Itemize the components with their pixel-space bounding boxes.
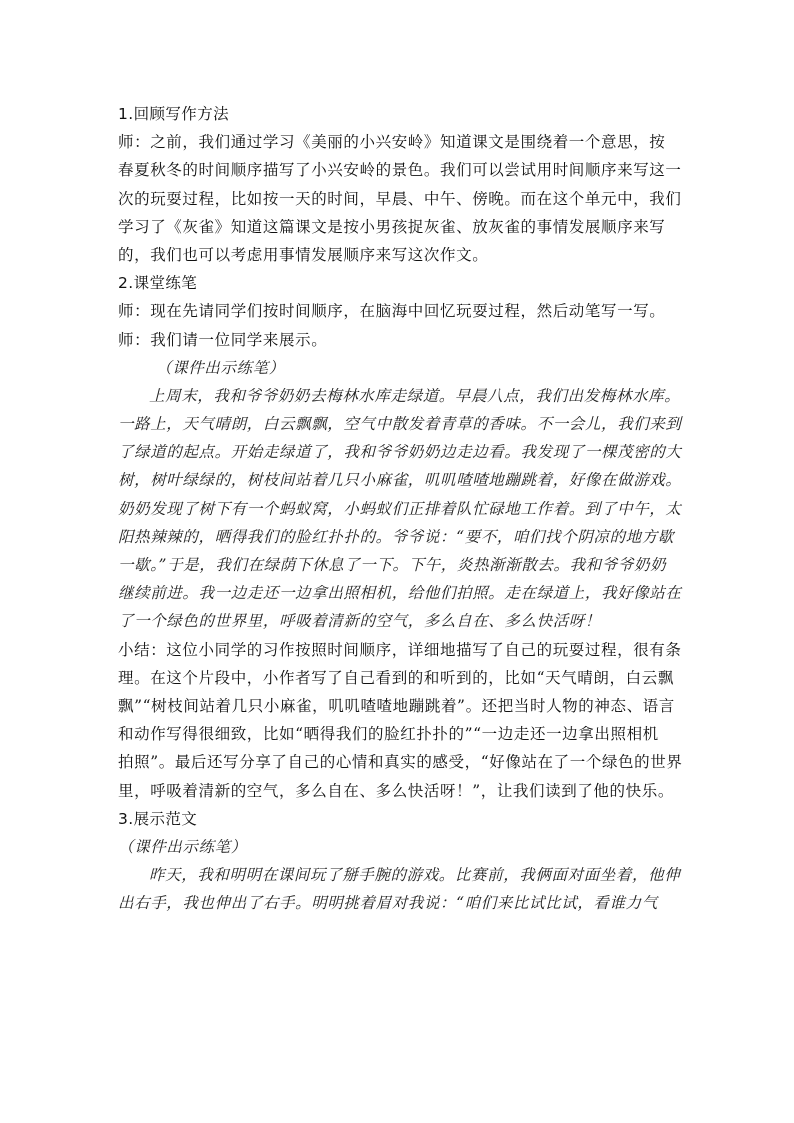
summary-line: 小结：这位小同学的习作按照时间顺序，详细地描写了自己的玩耍过程，很有条 xyxy=(118,640,682,659)
sample-essay-line: 奶奶发现了树下有一个蚂蚁窝，小蚂蚁们正排着队忙碌地工作着。到了中午，太 xyxy=(118,499,682,518)
summary-line: 拍照”。最后还写分享了自己的心情和真实的感受，“好像站在了一个绿色的世界 xyxy=(118,753,683,772)
courseware-caption: （课件出示练笔） xyxy=(118,837,247,856)
section-heading-review: 1.回顾写作方法 xyxy=(118,105,229,123)
courseware-caption: （课件出示练笔） xyxy=(156,358,285,377)
sample-essay-line: 阳热辣辣的，晒得我们的脸红扑扑的。爷爷说：“要不，咱们找个阴凉的地方歇 xyxy=(118,527,674,546)
sample-essay-line: 一歇。”于是，我们在绿荫下休息了一下。下午，炎热渐渐散去。我和爷爷奶奶 xyxy=(118,556,667,574)
model-essay-line: 出右手，我也伸出了右手。明明挑着眉对我说：“咱们来比试比试，看谁力气 xyxy=(118,894,658,913)
sample-essay-line: 了一个绿色的世界里，呼吸着清新的空气，多么自在、多么快活呀！ xyxy=(118,612,602,631)
paragraph-line: 春夏秋冬的时间顺序描写了小兴安岭的景色。我们可以尝试用时间顺序来写这一 xyxy=(118,161,682,180)
sample-essay-line: 树，树叶绿绿的，树枝间站着几只小麻雀，叽叽喳喳地蹦跳着，好像在做游戏。 xyxy=(118,471,682,490)
paragraph-line: 次的玩耍过程，比如按一天的时间，早晨、中午、傍晚。而在这个单元中，我们 xyxy=(118,189,682,208)
summary-line: 飘”“树枝间站着几只小麻雀，叽叽喳喳地蹦跳着”。还把当时人物的神态、语言 xyxy=(118,696,675,715)
model-essay-line: 昨天，我和明明在课间玩了掰手腕的游戏。比赛前，我俩面对面坐着，他伸 xyxy=(149,866,681,885)
summary-line: 里，呼吸着清新的空气，多么自在、多么快活呀！”，让我们读到了他的快乐。 xyxy=(118,781,674,800)
paragraph-line: 师：之前，我们通过学习《美丽的小兴安岭》知道课文是围绕着一个意思，按 xyxy=(118,133,666,152)
summary-line: 理。在这个片段中，小作者写了自己看到的和听到的，比如“天气晴朗，白云飘 xyxy=(118,668,674,687)
paragraph-line: 师：现在先请同学们按时间顺序，在脑海中回忆玩耍过程，然后动笔写一写。 xyxy=(118,302,666,321)
section-heading-model-essay: 3.展示范文 xyxy=(118,809,198,828)
sample-essay-line: 了绿道的起点。开始走绿道了，我和爷爷奶奶边走边看。我发现了一棵茂密的大 xyxy=(118,443,682,462)
sample-essay-line: 上周末，我和爷爷奶奶去梅林水库走绿道。早晨八点，我们出发梅林水库。 xyxy=(149,386,681,405)
summary-line: 和动作写得很细致，比如“晒得我们的脸红扑扑的”“一边走还一边拿出照相机 xyxy=(118,725,659,744)
paragraph-line: 学习了《灰雀》知道这篇课文是按小男孩捉灰雀、放灰雀的事情发展顺序来写 xyxy=(118,217,666,236)
paragraph-line: 的，我们也可以考虑用事情发展顺序来写这次作文。 xyxy=(118,245,489,264)
sample-essay-line: 一路上，天气晴朗，白云飘飘，空气中散发着青草的香味。不一会儿，我们来到 xyxy=(118,415,682,434)
section-heading-practice: 2.课堂练笔 xyxy=(118,274,198,293)
document-body xyxy=(118,100,684,917)
sample-essay-line: 继续前进。我一边走还一边拿出照相机，给他们拍照。走在绿道上，我好像站在 xyxy=(118,584,682,603)
paragraph-line: 师：我们请一位同学来展示。 xyxy=(118,330,328,349)
